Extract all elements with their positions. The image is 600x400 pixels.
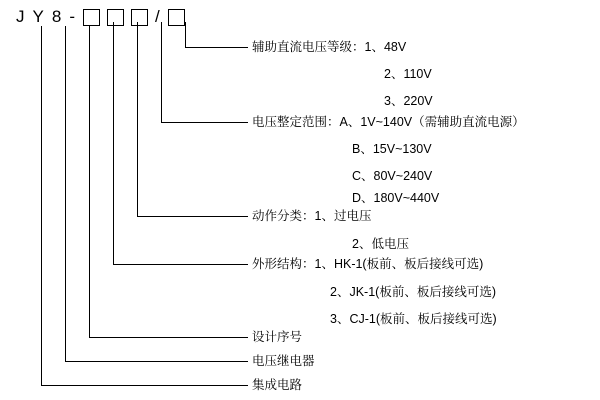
leader-hline-relay — [65, 361, 248, 362]
label-voltage-range-line-b: B、15V~130V — [352, 142, 432, 156]
leader-hline-action-type — [137, 216, 248, 217]
label-voltage-range-line-c: C、80V~240V — [352, 169, 433, 183]
label-shape-line-3: 3、CJ-1(板前、板后接线可选) — [330, 312, 497, 326]
leader-vline-aux-voltage — [185, 22, 186, 48]
product-code-row — [16, 4, 192, 30]
label-relay: 电压继电器 — [252, 354, 315, 368]
code-box-1 — [83, 9, 100, 26]
label-action-type-title: 动作分类：1、过电压 — [252, 209, 372, 223]
leader-vline-relay — [65, 26, 66, 362]
leader-vline-ic — [41, 26, 42, 386]
leader-vline-voltage-range — [161, 22, 162, 123]
leader-hline-shape — [113, 264, 248, 265]
leader-hline-aux-voltage — [185, 47, 248, 48]
leader-hline-design-no — [89, 337, 248, 338]
code-dash: - — [69, 7, 76, 26]
leader-vline-shape — [113, 22, 114, 265]
label-design-no: 设计序号 — [252, 330, 303, 344]
label-ic: 集成电路 — [252, 378, 303, 392]
code-char-8: 8 — [51, 7, 63, 26]
label-shape-title: 外形结构：1、HK-1(板前、板后接线可选) — [252, 257, 484, 271]
code-box-3 — [131, 9, 148, 26]
code-char-j: J — [16, 7, 26, 26]
label-action-type-line-2: 2、低电压 — [352, 237, 409, 251]
leader-vline-action-type — [137, 22, 138, 217]
label-aux-voltage-line-2: 2、110V — [384, 67, 432, 81]
code-slash: / — [154, 7, 161, 26]
label-shape-line-2: 2、JK-1(板前、板后接线可选) — [330, 285, 496, 299]
label-aux-voltage-line-3: 3、220V — [384, 94, 433, 108]
leader-hline-ic — [41, 385, 248, 386]
label-voltage-range-line-d: D、180V~440V — [352, 191, 440, 205]
code-box-4 — [168, 9, 185, 26]
label-voltage-range-title: 电压整定范围：A、1V~140V（需辅助直流电源） — [252, 115, 525, 129]
code-box-2 — [107, 9, 124, 26]
code-char-y: Y — [32, 7, 45, 26]
label-aux-voltage-title: 辅助直流电压等级：1、48V — [252, 40, 407, 54]
leader-vline-design-no — [89, 26, 90, 338]
leader-hline-voltage-range — [161, 122, 248, 123]
